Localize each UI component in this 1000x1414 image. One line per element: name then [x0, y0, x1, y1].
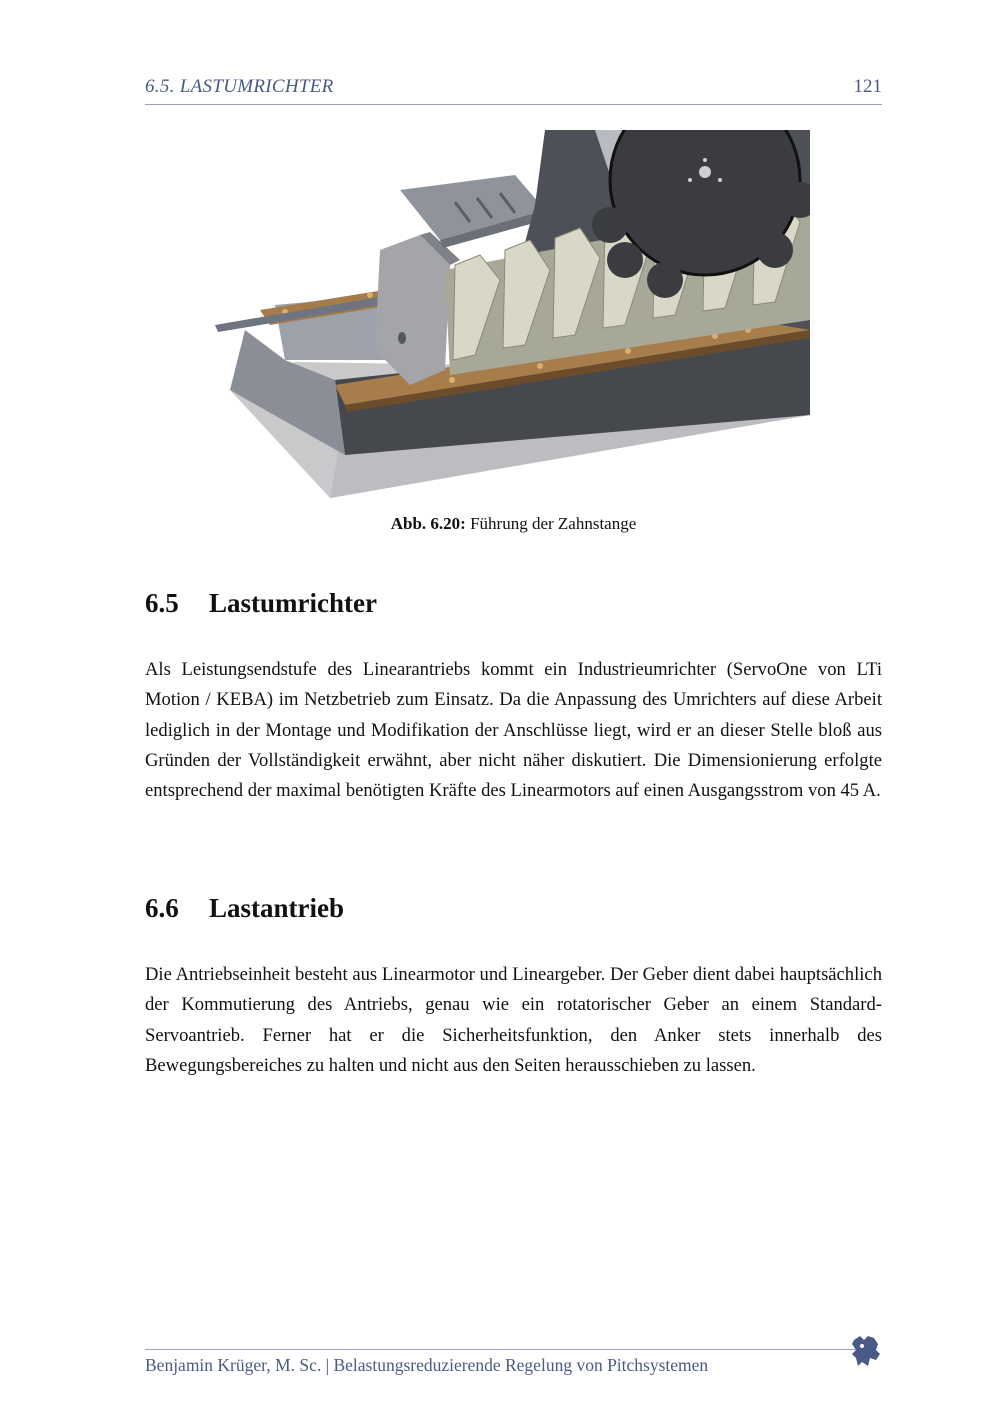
section-paragraph: Die Antriebseinheit besteht aus Linearmotor und Lineargeber. Der Geber dient dabei hauptsächlich der Kommutierung des Antriebs, genau wie ein rotatorischer Geber an einem Standard-Servoantrieb. Ferner hat er die Sicherheitsfunktion, den Anker stets innerhalb des Bewegungsbereiches zu halten und nicht aus den Seiten herausschieben zu lassen. [145, 964, 882, 1076]
figure-rack-guide [215, 130, 810, 500]
section-number: 6.6 [145, 893, 179, 923]
section-title: Lastantrieb [209, 893, 344, 923]
rack-guide-illustration [215, 130, 810, 500]
section-heading [145, 588, 377, 619]
section-number: 6.5 [145, 588, 179, 618]
chapter-title: 6.5. LASTUMRICHTER [145, 76, 334, 97]
section-heading [145, 893, 344, 924]
section-paragraph: Als Leistungsendstufe des Linearantriebs kommt ein Industrieumrichter (ServoOne von LTi Motion / KEBA) im Netzbetrieb zum Einsatz. Da die Anpassung des Umrichters auf diese Arbeit lediglich in der Montage und Modifikation der Anschlüsse liegt, wird er an dieser Stelle bloß aus Gründen der Vollständigkeit erwähnt, aber nicht näher diskutiert. Die Dimensionierung erfolgte entsprechend der maximal benötigten Kräfte des Linearmotors auf einen Ausgangsstrom von 45 A. [145, 659, 882, 802]
section-title: Lastumrichter [209, 588, 377, 618]
footer-rule [145, 1349, 857, 1350]
running-head [145, 76, 882, 105]
figure-caption-text: Führung der Zahnstange [470, 514, 637, 533]
footer-text: Benjamin Krüger, M. Sc. | Belastungsreduzierende Regelung von Pitchsystemen [145, 1355, 709, 1375]
heraldic-lion-icon [850, 1334, 882, 1368]
figure-caption [145, 514, 882, 534]
page-number: 121 [853, 76, 882, 97]
figure-label: Abb. 6.20: [390, 514, 466, 533]
